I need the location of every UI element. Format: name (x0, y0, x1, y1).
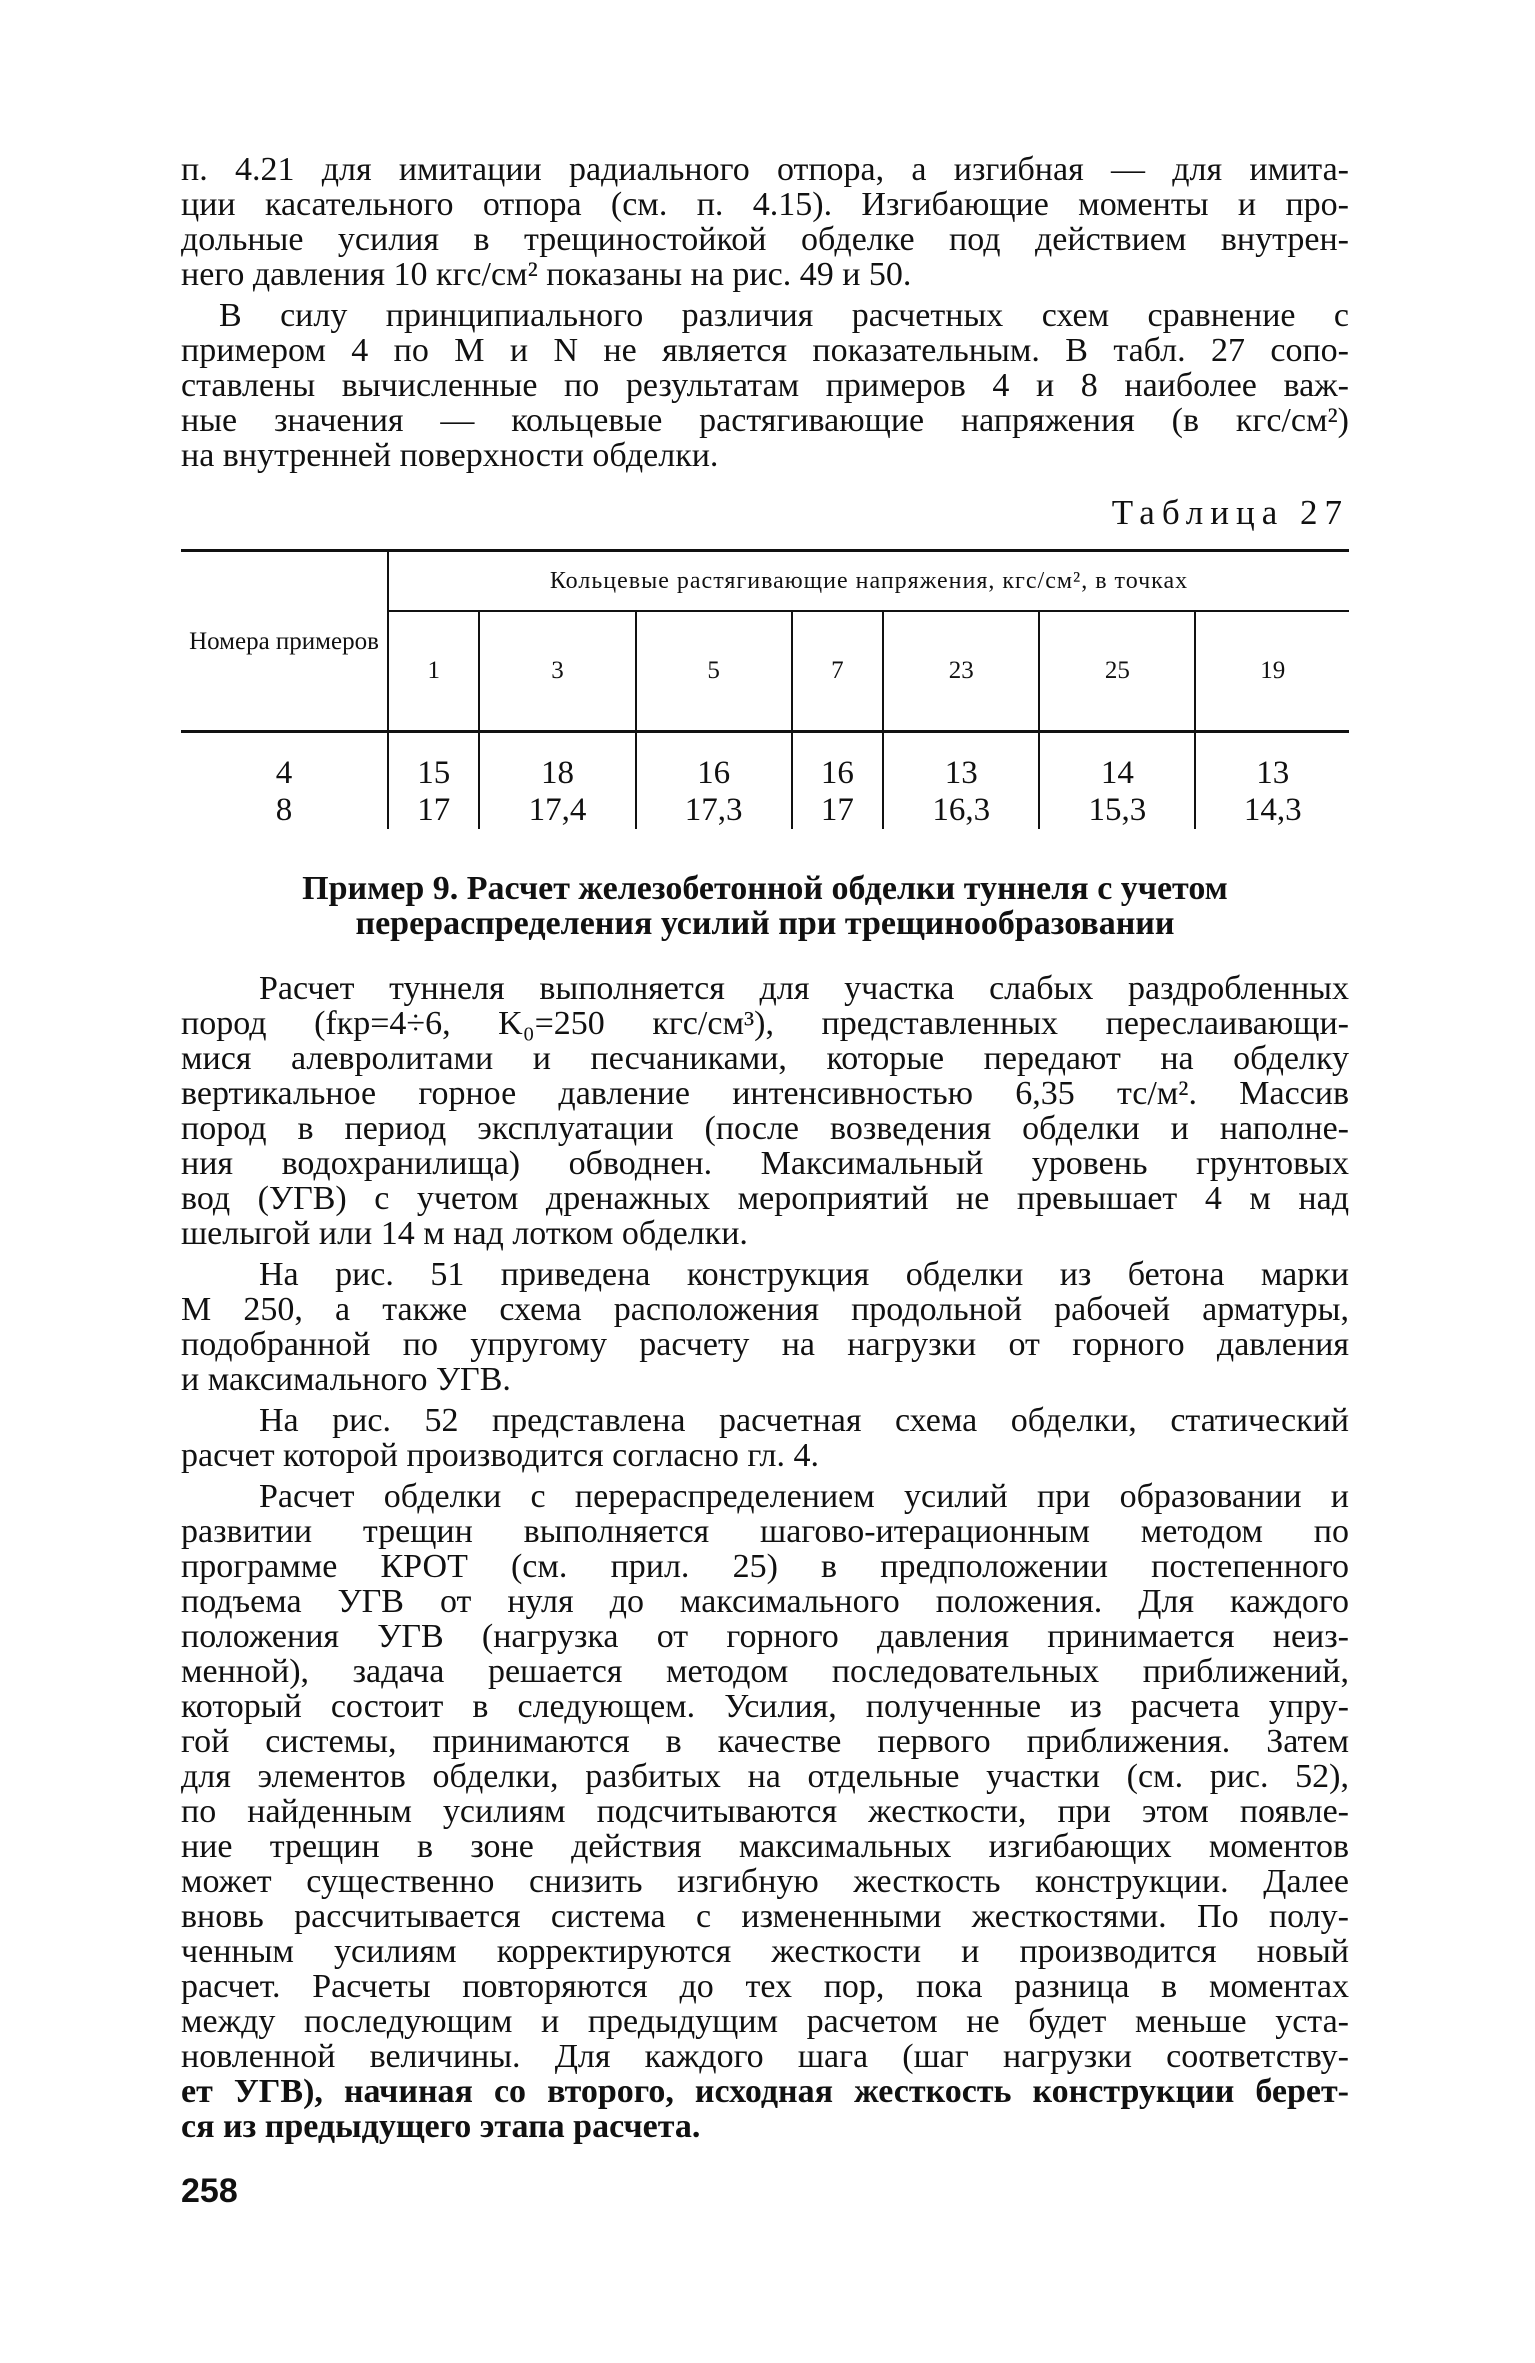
text-line: ченным усилиям корректируются жесткости и производится новый (181, 1933, 1349, 1970)
text-line: и максимального УГВ. (181, 1361, 511, 1398)
method-paragraph (181, 1479, 1349, 2144)
text-line: положения УГВ (нагрузка от горного давления принимается неиз- (181, 1618, 1349, 1655)
cell-value: 17 (820, 792, 854, 828)
table-cell (388, 732, 479, 830)
text-line: ет УГВ), начиная со второго, исходная жесткость конструкции берет- (181, 2073, 1349, 2110)
cell-value: 14 (1100, 755, 1134, 791)
text-line: может существенно снизить изгибную жесткость конструкции. Далее (181, 1863, 1349, 1900)
comparison-paragraph (181, 298, 1349, 473)
text-line: гой системы, принимаются в качестве первого приближения. Затем (181, 1723, 1349, 1760)
text-line: который состоит в следующем. Усилия, полученные из расчета упру- (181, 1688, 1349, 1725)
column-header: 5 (636, 611, 792, 732)
text-line: него давления 10 кгс/см² показаны на рис. 49 и 50. (181, 256, 912, 293)
cell-value: 14,3 (1243, 792, 1302, 828)
table-row (181, 732, 1349, 830)
text-line: дольные усилия в трещиностойкой обделке под действием внутрен- (181, 221, 1349, 258)
cell-value: 17 (417, 792, 451, 828)
row-label-value: 4 (275, 755, 293, 791)
text-line: для элементов обделки, разбитых на отдельные участки (см. рис. 52), (181, 1758, 1349, 1795)
text-line: новленной величины. Для каждого шага (шаг нагрузки соответству- (181, 2038, 1349, 2075)
text-line: ния водохранилища) обводнен. Максимальный уровень грунтовых (181, 1145, 1349, 1182)
cell-value: 16 (820, 755, 854, 791)
construction-paragraph (181, 1257, 1349, 1397)
text-line: примером 4 по M и N не является показательным. В табл. 27 сопо- (181, 332, 1349, 369)
column-header: 23 (883, 611, 1039, 732)
text-line: В силу принципиального различия расчетных схем сравнение с (219, 297, 1349, 334)
scheme-paragraph (181, 1403, 1349, 1473)
text-line: программе КРОТ (см. прил. 25) в предположении постепенного (181, 1548, 1349, 1585)
text-line: На рис. 51 приведена конструкция обделки из бетона марки (259, 1256, 1349, 1293)
text-line: расчет которой производится согласно гл. 4. (181, 1437, 819, 1474)
text-line: по найденным усилиям подсчитываются жесткости, при этом появле- (181, 1793, 1349, 1830)
column-header: 1 (388, 611, 479, 732)
text-line: вод (УГВ) с учетом дренажных мероприятий не превышает 4 м над (181, 1180, 1349, 1217)
text-line: ся из предыдущего этапа расчета. (181, 2108, 701, 2145)
example-heading (181, 871, 1349, 941)
text-line: ставлены вычисленные по результатам примеров 4 и 8 наиболее важ- (181, 367, 1349, 404)
conditions-paragraph (181, 971, 1349, 1251)
table-cell (792, 732, 883, 830)
text-line: Расчет обделки с перераспределением усилий при образовании и (259, 1478, 1349, 1515)
table-cell (1195, 732, 1349, 830)
heading-line: Пример 9. Расчет железобетонной обделки туннеля с учетом (302, 870, 1228, 907)
cell-value: 18 (541, 755, 574, 791)
text-line: мися алевролитами и песчаниками, которые передают на обделку (181, 1040, 1349, 1077)
table-cell (636, 732, 792, 830)
text-line: пород в период эксплуатации (после возведения обделки и наполне- (181, 1110, 1349, 1147)
main-column-header: Кольцевые растягивающие напряжения, кгс/см², в точках (388, 551, 1349, 612)
heading-line: перераспределения усилий при трещинообразовании (355, 905, 1175, 942)
page-content (181, 152, 1349, 2144)
text-line: М 250, а также схема расположения продольной рабочей арматуры, (181, 1291, 1349, 1328)
cell-value: 17,4 (528, 792, 587, 828)
cell-value: 16,3 (932, 792, 991, 828)
table-cell (883, 732, 1039, 830)
cell-value: 16 (697, 755, 731, 791)
text-line: Расчет туннеля выполняется для участка слабых раздробленных (259, 970, 1349, 1007)
text-line: на внутренней поверхности обделки. (181, 437, 719, 474)
text-line: подобранной по упругому расчету на нагрузки от горного давления (181, 1326, 1349, 1363)
text-line: расчет. Расчеты повторяются до тех пор, пока разница в моментах (181, 1968, 1349, 2005)
text-line: ные значения — кольцевые растягивающие напряжения (в кгс/см²) (181, 402, 1349, 439)
table-cell (1039, 732, 1195, 830)
cell-value: 15,3 (1088, 792, 1147, 828)
text-line: подъема УГВ от нуля до максимального положения. Для каждого (181, 1583, 1349, 1620)
text-line: между последующим и предыдущим расчетом не будет меньше уста- (181, 2003, 1349, 2040)
column-header: 19 (1195, 611, 1349, 732)
table-caption: Таблица 27 (1111, 493, 1349, 532)
text-line: п. 4.21 для имитации радиального отпора, а изгибная — для имита- (181, 151, 1349, 188)
table-cell (479, 732, 635, 830)
cell-value: 13 (944, 755, 978, 791)
row-header: Номера примеров (181, 551, 388, 732)
text-line: пород (fкр=4÷6, K₀=250 кгс/см³), представленных переслаивающи- (181, 1005, 1349, 1042)
text-line: вертикальное горное давление интенсивностью 6,35 тс/м². Массив (181, 1075, 1349, 1112)
text-line: развитии трещин выполняется шагово-итерационным методом по (181, 1513, 1349, 1550)
cell-value: 13 (1256, 755, 1290, 791)
intro-paragraph (181, 152, 1349, 292)
column-header: 25 (1039, 611, 1195, 732)
row-label (181, 732, 388, 830)
column-header: 3 (479, 611, 635, 732)
text-line: вновь рассчитывается система с измененными жесткостями. По полу- (181, 1898, 1349, 1935)
text-line: менной), задача решается методом последовательных приближений, (181, 1653, 1349, 1690)
text-line: На рис. 52 представлена расчетная схема обделки, статический (259, 1402, 1349, 1439)
cell-value: 17,3 (684, 792, 743, 828)
text-line: ции касательного отпора (см. п. 4.15). Изгибающие моменты и про- (181, 186, 1349, 223)
stress-table (181, 549, 1349, 829)
column-header: 7 (792, 611, 883, 732)
text-line: ние трещин в зоне действия максимальных изгибающих моментов (181, 1828, 1349, 1865)
cell-value: 15 (417, 755, 451, 791)
text-line: шелыгой или 14 м над лотком обделки. (181, 1215, 748, 1252)
row-label-value: 8 (275, 792, 293, 828)
page-number: 258 (181, 2172, 238, 2210)
